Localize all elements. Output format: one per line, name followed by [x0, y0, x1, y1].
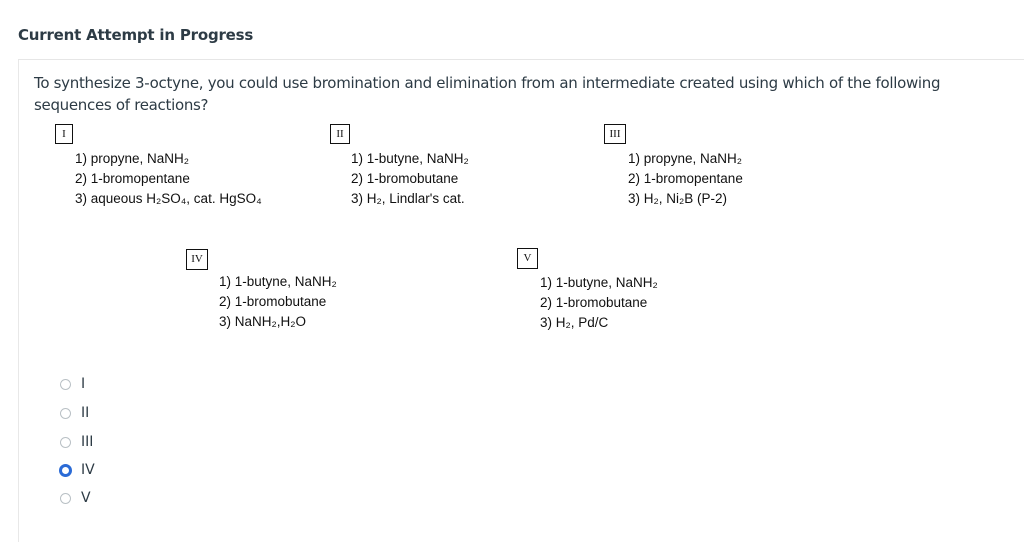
option-label-IV: IV [186, 249, 208, 270]
reaction-steps-V [540, 273, 658, 333]
answer-choice-V[interactable] [60, 488, 91, 508]
step-line: 3) H₂, Lindlar's cat. [351, 191, 465, 206]
step-line: 2) 1-bromopentane [628, 171, 743, 186]
step-line: 2) 1-bromobutane [540, 295, 648, 310]
choice-label: IV [81, 462, 95, 478]
choice-label: III [81, 434, 94, 450]
choice-label: I [81, 376, 86, 392]
answer-choice-IV[interactable] [60, 460, 95, 480]
step-line: 1) 1-butyne, NaNH₂ [219, 274, 337, 289]
step-line: 1) 1-butyne, NaNH₂ [540, 275, 658, 290]
reaction-steps-I [75, 149, 262, 209]
option-label-III: III [604, 124, 626, 144]
answer-choice-I[interactable] [60, 374, 85, 394]
radio-button[interactable] [60, 379, 71, 390]
step-line: 3) H₂, Ni₂B (P-2) [628, 191, 727, 206]
option-label-V: V [517, 248, 538, 269]
question-text: To synthesize 3-octyne, you could use bromination and elimination from an intermediate created using which of the following sequences of reactions? [34, 74, 941, 114]
radio-button[interactable] [60, 437, 71, 448]
reaction-steps-IV [219, 272, 337, 332]
step-line: 3) aqueous H₂SO₄, cat. HgSO₄ [75, 191, 262, 206]
step-line: 3) H₂, Pd/C [540, 315, 609, 330]
step-line: 2) 1-bromobutane [219, 294, 327, 309]
step-line: 1) propyne, NaNH₂ [75, 151, 190, 166]
attempt-status-title: Current Attempt in Progress [18, 26, 254, 44]
step-line: 3) NaNH₂,H₂O [219, 314, 306, 329]
reaction-steps-III [628, 149, 743, 209]
radio-button-selected[interactable] [59, 464, 72, 477]
step-line: 1) 1-butyne, NaNH₂ [351, 151, 469, 166]
choice-label: V [81, 490, 91, 506]
step-line: 2) 1-bromobutane [351, 171, 459, 186]
radio-button[interactable] [60, 408, 71, 419]
choice-label: II [81, 405, 90, 421]
step-line: 2) 1-bromopentane [75, 171, 190, 186]
question-panel [18, 60, 1024, 542]
reaction-steps-II [351, 149, 469, 209]
radio-button[interactable] [60, 493, 71, 504]
answer-choice-III[interactable] [60, 432, 93, 452]
option-label-I: I [55, 124, 73, 144]
answer-choice-II[interactable] [60, 403, 89, 423]
option-label-II: II [330, 124, 350, 144]
step-line: 1) propyne, NaNH₂ [628, 151, 743, 166]
